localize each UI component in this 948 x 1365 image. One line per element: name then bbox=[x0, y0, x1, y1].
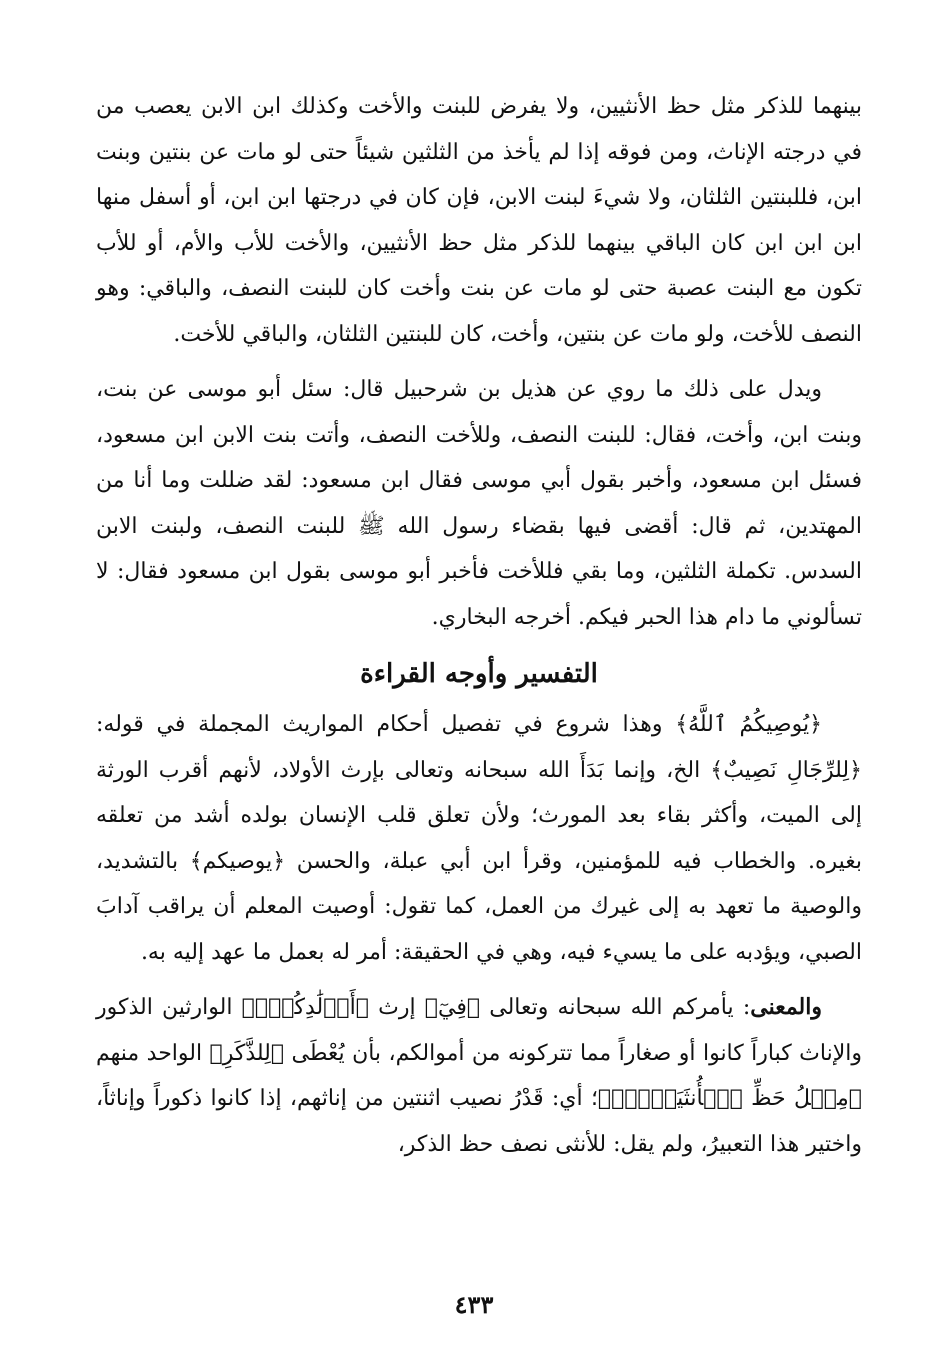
paragraph-gap bbox=[96, 357, 862, 367]
page-body bbox=[96, 84, 862, 1167]
meaning-lead-word: والمعنى bbox=[750, 994, 822, 1020]
paragraph-meaning bbox=[96, 985, 862, 1167]
paragraph-hadith: ويدل على ذلك ما روي عن هذيل بن شرحبيل قال: سئل أبو موسى عن بنت، وبنت ابن، وأخت، فقال: للبنت النصف، وللأخت النصف، وأتت بنت الابن ابن مسعود، فسئل ابن مسعود، وأخبر بقول أبي موسى فقال ابن مسعود: لقد ضللت وما أنا من المهتدين، ثم قال: أقضى فيها بقضاء رسول الله ﷺ للبنت النصف، ولبنت الابن السدس. تكملة الثلثين، وما بقي فللأخت فأخبر أبو موسى بقول ابن مسعود فقال: لا تسألوني ما دام هذا الحبر فيكم. أخرجه البخاري. bbox=[96, 377, 862, 630]
paragraph-gap bbox=[96, 975, 862, 985]
paragraph-tafsir: ﴿يُوصِيكُمُ ٱللَّهُ﴾ وهذا شروع في تفصيل أحكام المواريث المجملة في قوله: ﴿لِلرِّجَالِ نَصِيبٌ﴾ الخ، وإنما بَدَأَ الله سبحانه وتعالى بإرث الأولاد، لأنهم أقرب الورثة إلى الميت، وأكثر بقاء بعد المورث؛ ولأن تعلق قلب الإنسان بولده أشد من تعلقه بغيره. والخطاب فيه للمؤمنين، وقرأ ابن أبي عبلة، والحسن ﴿يوصيكم﴾ بالتشديد، والوصية ما تعهد به إلى غيرك من العمل، كما تقول: أوصيت المعلم أن يراقب آدابَ الصبي، ويؤدبه على ما يسيء فيه، وهي في الحقيقة: أمر له بعمل ما عهد إليه به. bbox=[96, 712, 862, 965]
meaning-text: : يأمركم الله سبحانه وتعالى ﴿فِيٓ﴾ إرث ﴿أَوۡلَٰدِكُمۡۖ﴾ الوارثين الذكور والإناث كباراً كانوا أو صغاراً مما تتركونه من أموالكم، بأن يُعْطَى ﴿لِلذَّكَرِ﴾ الواحد منهم ﴿مِثۡلُ حَظِّ ٱلۡأُنثَيَيۡنِۚ﴾؛ أي: قَدْرُ نصيب اثنتين من إناثهم، إذا كانوا ذكوراً وإناثاً، واختير هذا التعبيرُ، ولم يقل: للأنثى نصف حظ الذكر، bbox=[96, 995, 862, 1157]
paragraph-inheritance-rules: بينهما للذكر مثل حظ الأنثيين، ولا يفرض للبنت والأخت وكذلك ابن الابن يعصب من في درجته الإناث، ومن فوقه إذا لم يأخذ من الثلثين شيئاً حتى لو مات عن بنتين وبنت ابن، فللبنتين الثلثان، ولا شيءَ لبنت الابن، فإن كان في درجتها ابن ابن، أو أسفل منها ابن ابن ابن كان الباقي بينهما للذكر مثل حظ الأنثيين، والأخت للأب والأم، أو للأب تكون مع البنت عصبة حتى لو مات عن بنت وأخت كان للبنت النصف، والباقي: وهو النصف للأخت، ولو مات عن بنتين، وأخت، كان للبنتين الثلثان، والباقي للأخت. bbox=[96, 94, 862, 347]
section-heading: التفسير وأوجه القراءة bbox=[360, 659, 598, 689]
page-number: ٤٣٣ bbox=[454, 1290, 494, 1319]
